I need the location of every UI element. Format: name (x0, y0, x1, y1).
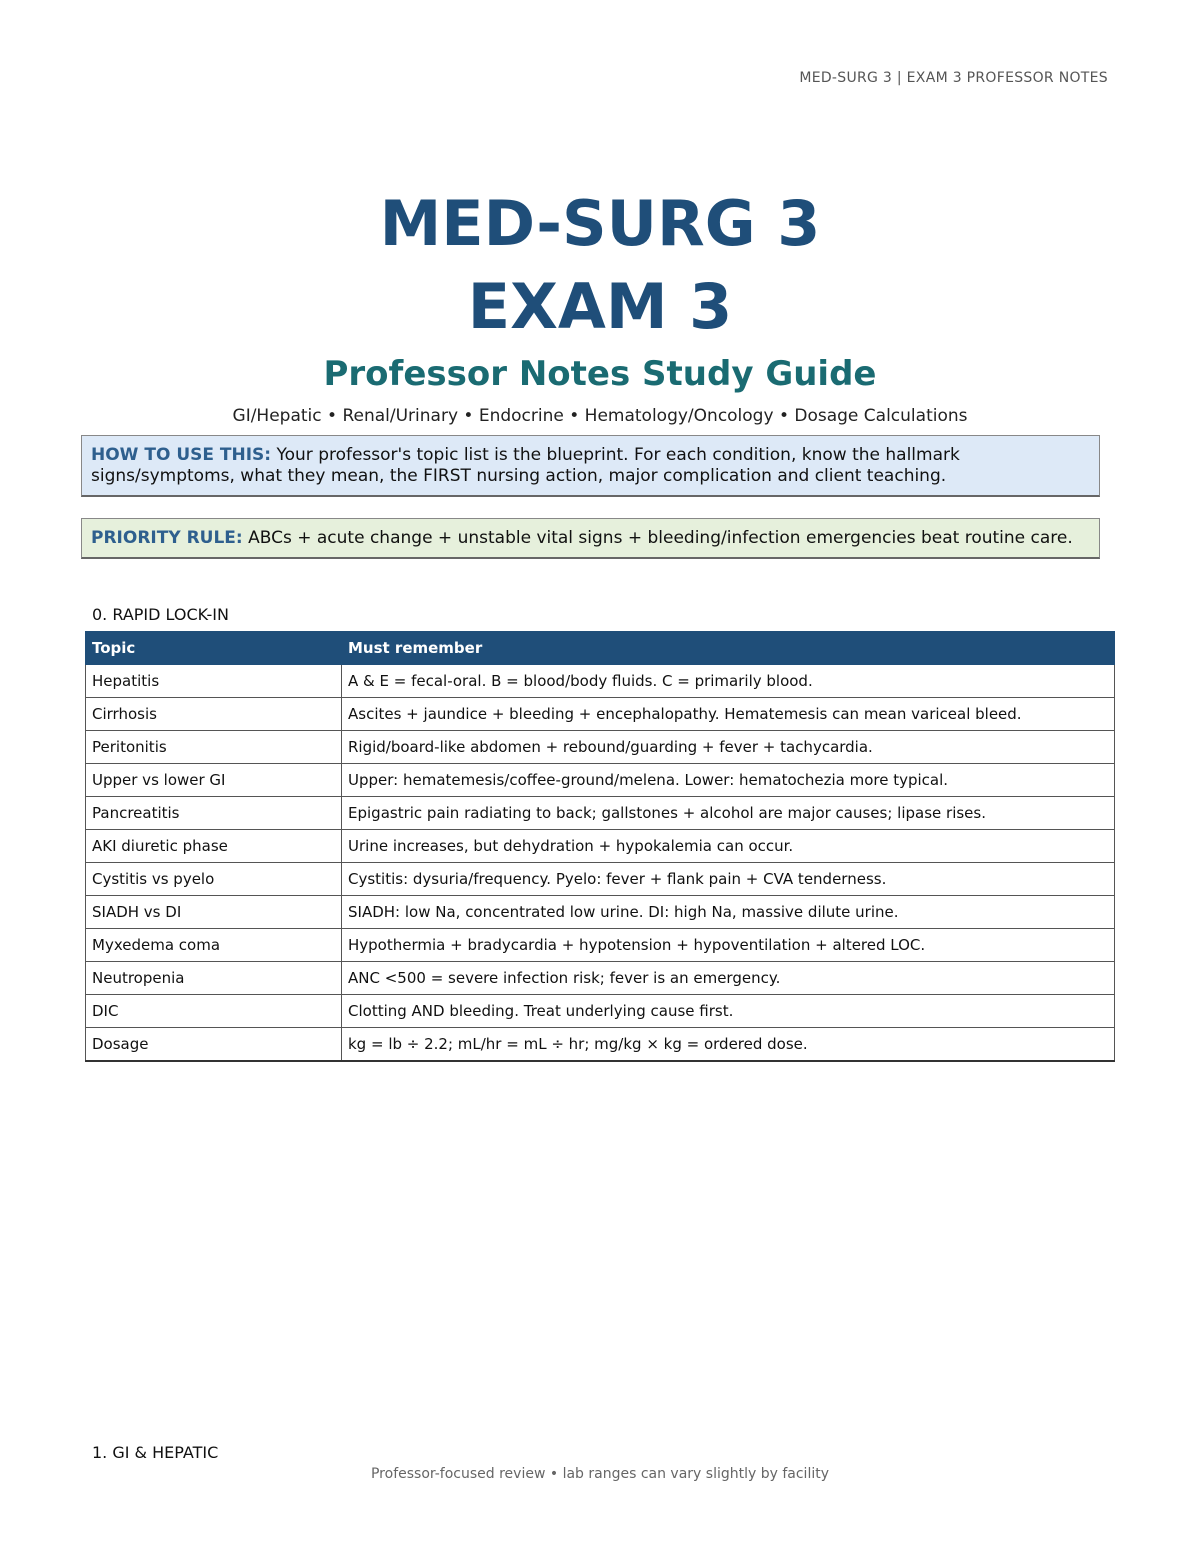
note-cell: ANC <500 = severe infection risk; fever is an emergency. (342, 962, 1115, 995)
table-row (86, 863, 1115, 896)
note-cell: Epigastric pain radiating to back; gallstones + alcohol are major causes; lipase rises. (342, 797, 1115, 830)
page-footer: Professor-focused review • lab ranges can vary slightly by facility (370, 1466, 829, 1482)
topic-cell: Upper vs lower GI (86, 764, 342, 797)
table-row (86, 995, 1115, 1028)
topic-cell: AKI diuretic phase (86, 830, 342, 863)
note-cell: Urine increases, but dehydration + hypokalemia can occur. (342, 830, 1115, 863)
document-title-line1: MED-SURG 3 (379, 187, 821, 260)
table-row (86, 896, 1115, 929)
table-row (86, 698, 1115, 731)
table-row (86, 665, 1115, 698)
topic-cell: Neutropenia (86, 962, 342, 995)
document-title-line2: EXAM 3 (467, 270, 733, 343)
section-heading-gi-hepatic: 1. GI & HEPATIC (92, 1443, 219, 1462)
topic-cell: Hepatitis (86, 665, 342, 698)
priority-rule-callout (81, 518, 1100, 559)
topic-cell: Dosage (86, 1028, 342, 1062)
note-cell: Ascites + jaundice + bleeding + encephalopathy. Hematemesis can mean variceal bleed. (342, 698, 1115, 731)
note-cell: Cystitis: dysuria/frequency. Pyelo: fever + flank pain + CVA tenderness. (342, 863, 1115, 896)
topics-line: GI/Hepatic • Renal/Urinary • Endocrine • Hematology/Oncology • Dosage Calculations (232, 406, 968, 426)
topic-cell: Cystitis vs pyelo (86, 863, 342, 896)
table-row (86, 764, 1115, 797)
table-row (86, 929, 1115, 962)
priority-rule-label: PRIORITY RULE: (91, 528, 243, 548)
note-cell: kg = lb ÷ 2.2; mL/hr = mL ÷ hr; mg/kg × kg = ordered dose. (342, 1028, 1115, 1062)
note-cell: Upper: hematemesis/coffee-ground/melena. Lower: hematochezia more typical. (342, 764, 1115, 797)
how-to-use-label: HOW TO USE THIS: (91, 445, 272, 465)
section-heading-rapid-lock-in: 0. RAPID LOCK-IN (92, 605, 229, 624)
note-cell: Hypothermia + bradycardia + hypotension + hypoventilation + altered LOC. (342, 929, 1115, 962)
table-row (86, 731, 1115, 764)
how-to-use-text: Your professor's topic list is the blueprint. For each condition, know the hallmark signs/symptoms, what they mean, the FIRST nursing action, major complication and client teaching. (91, 445, 960, 486)
table-row (86, 962, 1115, 995)
topic-cell: Cirrhosis (86, 698, 342, 731)
table-row (86, 1028, 1115, 1062)
note-cell: Rigid/board-like abdomen + rebound/guarding + fever + tachycardia. (342, 731, 1115, 764)
table-row (86, 830, 1115, 863)
topic-cell: SIADH vs DI (86, 896, 342, 929)
topic-cell: Peritonitis (86, 731, 342, 764)
rapid-lock-in-table (85, 631, 1115, 1062)
running-header: MED-SURG 3 | EXAM 3 PROFESSOR NOTES (799, 70, 1108, 86)
table-header-row (86, 632, 1115, 665)
topic-cell: DIC (86, 995, 342, 1028)
priority-rule-text: ABCs + acute change + unstable vital signs + bleeding/infection emergencies beat routine care. (242, 528, 1073, 548)
column-header-topic: Topic (86, 632, 342, 665)
table-row (86, 797, 1115, 830)
document-subtitle: Professor Notes Study Guide (323, 354, 877, 394)
note-cell: A & E = fecal-oral. B = blood/body fluids. C = primarily blood. (342, 665, 1115, 698)
topic-cell: Pancreatitis (86, 797, 342, 830)
column-header-must-remember: Must remember (342, 632, 1115, 665)
note-cell: Clotting AND bleeding. Treat underlying cause first. (342, 995, 1115, 1028)
note-cell: SIADH: low Na, concentrated low urine. DI: high Na, massive dilute urine. (342, 896, 1115, 929)
how-to-use-callout (81, 435, 1100, 497)
topic-cell: Myxedema coma (86, 929, 342, 962)
